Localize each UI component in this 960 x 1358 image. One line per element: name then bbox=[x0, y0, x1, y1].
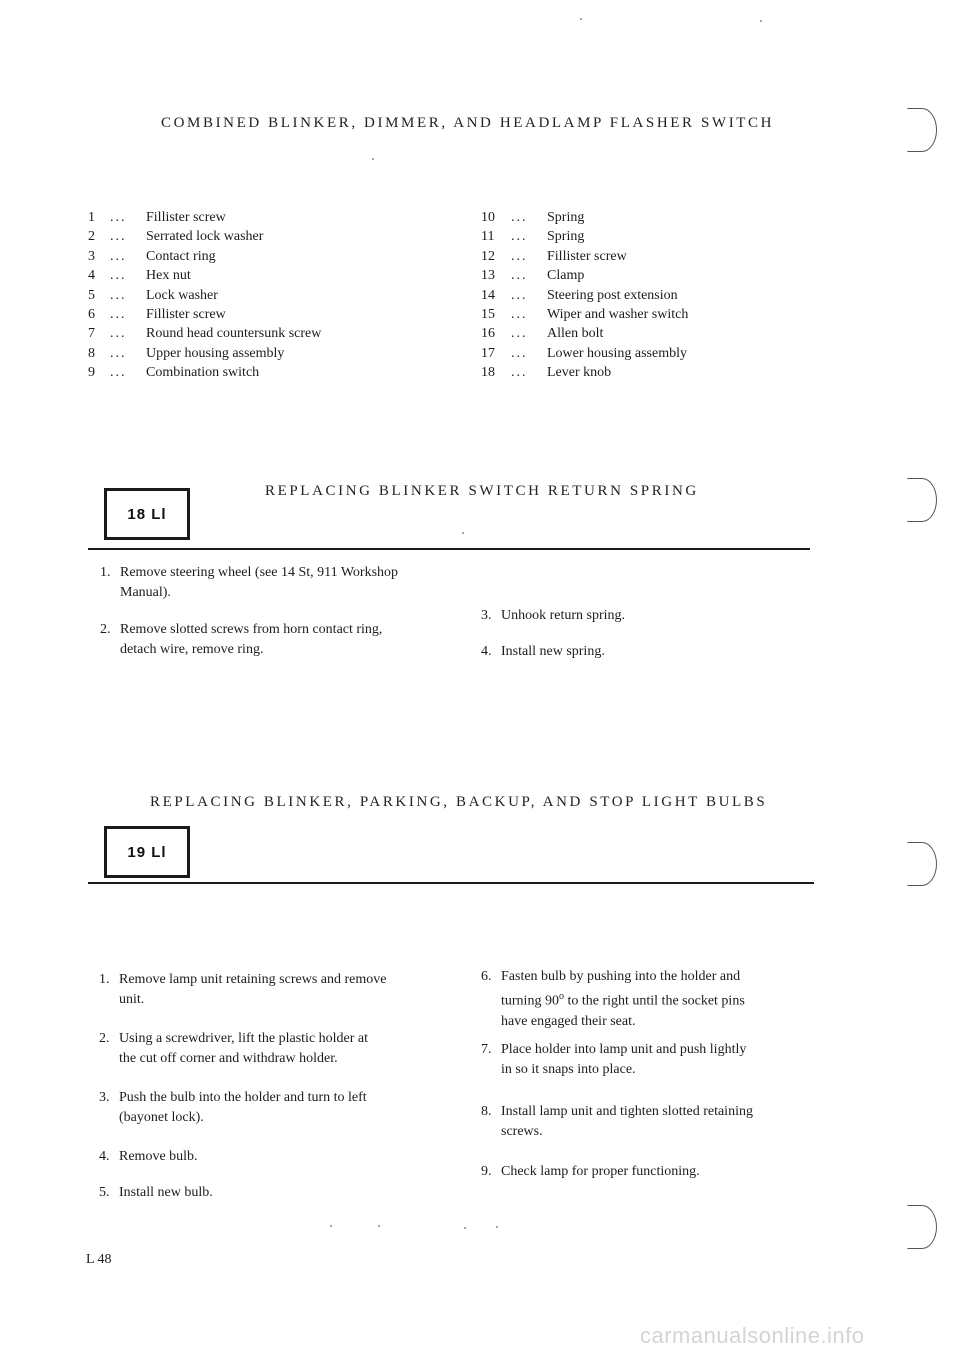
leader-dots: ... bbox=[110, 365, 127, 381]
parts-list-left bbox=[88, 208, 321, 383]
parts-list-right bbox=[481, 208, 688, 383]
section-heading: REPLACING BLINKER, PARKING, BACKUP, AND STOP LIGHT BULBS bbox=[150, 794, 768, 810]
step-item bbox=[99, 1183, 459, 1203]
part-label: Serrated lock washer bbox=[146, 229, 264, 245]
part-number: 17 bbox=[481, 345, 495, 361]
part-number: 16 bbox=[481, 326, 495, 342]
part-row bbox=[88, 324, 321, 343]
part-row bbox=[88, 227, 321, 246]
part-number: 12 bbox=[481, 248, 495, 264]
step-number: 5. bbox=[99, 1185, 110, 1200]
step-number: 3. bbox=[481, 608, 492, 623]
part-number: 7 bbox=[88, 326, 95, 342]
step-item bbox=[481, 1102, 831, 1142]
part-row bbox=[88, 344, 321, 363]
step-text: Check lamp for proper functioning. bbox=[501, 1164, 700, 1179]
scan-speck bbox=[330, 1225, 332, 1227]
section-code-box: 19 Ll bbox=[104, 826, 190, 878]
step-text: the cut off corner and withdraw holder. bbox=[119, 1051, 338, 1066]
part-label: Upper housing assembly bbox=[146, 345, 285, 361]
part-number: 14 bbox=[481, 287, 495, 303]
part-label: Lock washer bbox=[146, 287, 218, 303]
part-label: Lever knob bbox=[547, 365, 612, 381]
step-text: screws. bbox=[501, 1124, 543, 1139]
step-item bbox=[99, 1029, 459, 1069]
leader-dots: ... bbox=[511, 287, 528, 303]
step-text: Install new spring. bbox=[501, 644, 605, 659]
leader-dots: ... bbox=[511, 210, 528, 225]
step-number: 9. bbox=[481, 1164, 492, 1179]
step-item bbox=[481, 606, 821, 626]
leader-dots: ... bbox=[110, 248, 127, 264]
part-label: Steering post extension bbox=[547, 287, 678, 303]
leader-dots: ... bbox=[110, 307, 127, 323]
step-text: unit. bbox=[119, 992, 145, 1007]
scan-speck bbox=[580, 18, 582, 20]
step-item bbox=[99, 1088, 459, 1128]
part-label: Spring bbox=[547, 229, 585, 245]
part-row bbox=[481, 344, 688, 363]
part-label: Fillister screw bbox=[146, 307, 226, 323]
part-number: 18 bbox=[481, 365, 495, 381]
binder-hole-icon bbox=[907, 1205, 937, 1249]
step-text: in so it snaps into place. bbox=[501, 1062, 636, 1077]
step-item bbox=[481, 1162, 831, 1182]
part-number: 2 bbox=[88, 229, 95, 245]
part-row bbox=[481, 266, 688, 285]
step-item bbox=[481, 642, 821, 662]
part-row bbox=[88, 208, 321, 227]
part-label: Combination switch bbox=[146, 365, 260, 381]
leader-dots: ... bbox=[110, 229, 127, 245]
step-text: Using a screwdriver, lift the plastic holder at bbox=[119, 1031, 369, 1046]
leader-dots: ... bbox=[110, 345, 127, 361]
step-number: 4. bbox=[481, 644, 492, 659]
part-row bbox=[88, 266, 321, 285]
section-code-box: 18 Ll bbox=[104, 488, 190, 540]
step-text: have engaged their seat. bbox=[501, 1013, 636, 1029]
step-text: Fasten bulb by pushing into the holder and bbox=[501, 969, 741, 984]
step-item bbox=[481, 967, 831, 1032]
part-label: Round head countersunk screw bbox=[146, 326, 322, 342]
step-text: Place holder into lamp unit and push lightly bbox=[501, 1042, 747, 1057]
part-row bbox=[481, 208, 688, 227]
part-label: Fillister screw bbox=[146, 210, 226, 225]
step-number: 2. bbox=[99, 1031, 110, 1046]
section-divider bbox=[88, 882, 814, 884]
leader-dots: ... bbox=[110, 326, 127, 342]
binder-hole-icon bbox=[907, 478, 937, 522]
part-label: Clamp bbox=[547, 268, 585, 284]
step-text: (bayonet lock). bbox=[119, 1110, 204, 1125]
part-number: 5 bbox=[88, 287, 95, 303]
step-number: 4. bbox=[99, 1149, 110, 1164]
scan-speck bbox=[378, 1225, 380, 1227]
step-item bbox=[481, 1040, 831, 1080]
part-row bbox=[88, 305, 321, 324]
part-number: 13 bbox=[481, 268, 495, 284]
binder-hole-icon bbox=[907, 108, 937, 152]
page-number: L 48 bbox=[86, 1252, 112, 1267]
step-text: Remove slotted screws from horn contact ring, bbox=[120, 622, 383, 637]
step-text: detach wire, remove ring. bbox=[120, 642, 264, 657]
scan-speck bbox=[464, 1227, 466, 1229]
leader-dots: ... bbox=[511, 326, 528, 342]
part-row bbox=[481, 324, 688, 343]
part-label: Contact ring bbox=[146, 248, 216, 264]
section-divider bbox=[88, 548, 810, 550]
part-number: 11 bbox=[481, 229, 495, 245]
part-number: 15 bbox=[481, 307, 495, 323]
part-number: 9 bbox=[88, 365, 95, 381]
part-number: 4 bbox=[88, 268, 95, 284]
part-row bbox=[88, 363, 321, 382]
leader-dots: ... bbox=[511, 229, 528, 245]
part-number: 1 bbox=[88, 210, 95, 225]
leader-dots: ... bbox=[511, 345, 528, 361]
part-row bbox=[481, 305, 688, 324]
part-label: Fillister screw bbox=[547, 248, 627, 264]
part-label: Hex nut bbox=[146, 268, 191, 284]
page-title: COMBINED BLINKER, DIMMER, AND HEADLAMP FLASHER SWITCH bbox=[161, 115, 775, 131]
part-label: Lower housing assembly bbox=[547, 345, 687, 361]
step-item bbox=[99, 1147, 459, 1167]
step-text: Unhook return spring. bbox=[501, 608, 626, 623]
leader-dots: ... bbox=[110, 287, 127, 303]
part-number: 8 bbox=[88, 345, 95, 361]
leader-dots: ... bbox=[511, 248, 528, 264]
part-row bbox=[481, 363, 688, 382]
scan-speck bbox=[496, 1226, 498, 1228]
leader-dots: ... bbox=[511, 307, 528, 323]
step-item bbox=[100, 563, 460, 603]
scan-speck bbox=[372, 158, 374, 160]
step-text: Push the bulb into the holder and turn to left bbox=[119, 1090, 367, 1105]
step-number: 1. bbox=[100, 565, 111, 580]
part-label: Spring bbox=[547, 210, 585, 225]
step-text: turning 90 bbox=[501, 993, 559, 1009]
step-item bbox=[99, 970, 459, 1010]
step-text: Remove bulb. bbox=[119, 1149, 198, 1164]
step-text: to the right until the socket pins bbox=[563, 993, 745, 1009]
step-text: Remove steering wheel (see 14 St, 911 Workshop bbox=[120, 565, 399, 580]
leader-dots: ... bbox=[511, 365, 528, 381]
part-row bbox=[88, 247, 321, 266]
step-number: 6. bbox=[481, 969, 492, 984]
leader-dots: ... bbox=[110, 210, 127, 225]
binder-hole-icon bbox=[907, 842, 937, 886]
section-heading: REPLACING BLINKER SWITCH RETURN SPRING bbox=[265, 483, 699, 499]
part-row bbox=[481, 286, 688, 305]
leader-dots: ... bbox=[110, 268, 127, 284]
watermark: carmanualsonline.info bbox=[640, 1323, 865, 1348]
scan-speck bbox=[760, 20, 762, 22]
step-text: Install new bulb. bbox=[119, 1185, 213, 1200]
part-number: 10 bbox=[481, 210, 495, 225]
step-number: 1. bbox=[99, 972, 110, 987]
part-number: 3 bbox=[88, 248, 95, 264]
part-row bbox=[481, 247, 688, 266]
step-number: 7. bbox=[481, 1042, 492, 1057]
step-number: 2. bbox=[100, 622, 111, 637]
part-row bbox=[88, 286, 321, 305]
step-text: Remove lamp unit retaining screws and remove bbox=[119, 972, 387, 987]
part-row bbox=[481, 227, 688, 246]
step-text: Manual). bbox=[120, 585, 171, 600]
leader-dots: ... bbox=[511, 268, 528, 284]
part-label: Allen bolt bbox=[547, 326, 604, 342]
scan-speck bbox=[462, 532, 464, 534]
step-item bbox=[100, 620, 460, 660]
step-number: 8. bbox=[481, 1104, 492, 1119]
step-number: 3. bbox=[99, 1090, 110, 1105]
part-label: Wiper and washer switch bbox=[547, 307, 689, 323]
step-text: Install lamp unit and tighten slotted retaining bbox=[501, 1104, 753, 1119]
degree-mark: o bbox=[558, 991, 564, 1002]
part-number: 6 bbox=[88, 307, 95, 323]
